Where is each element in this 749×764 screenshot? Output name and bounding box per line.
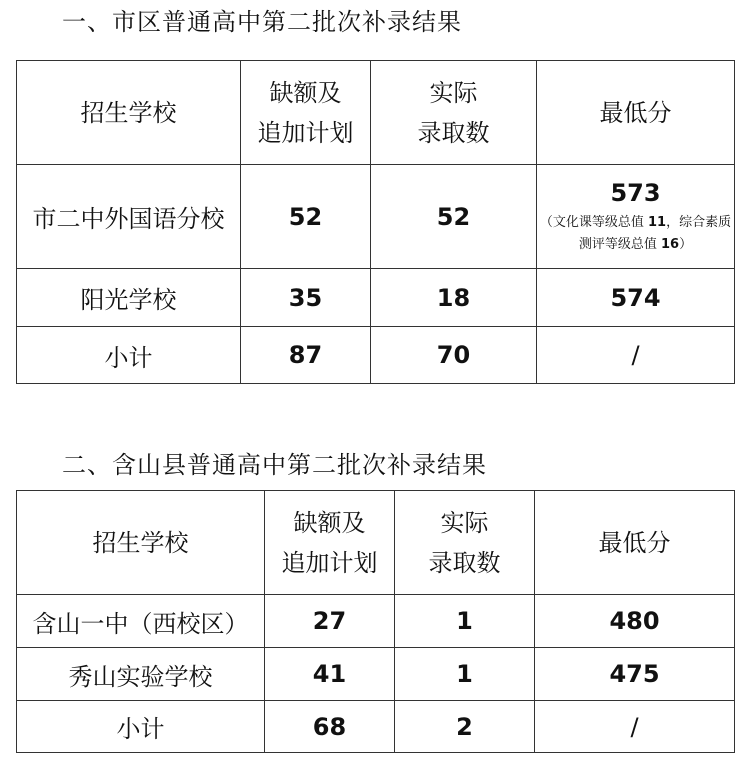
school-name: 市二中外国语分校 — [17, 165, 241, 269]
header-actual-line1: 实际 — [429, 78, 478, 107]
header-actual-line1: 实际 — [440, 508, 489, 537]
actual-value: 2 — [395, 701, 535, 753]
subtotal-row — [17, 327, 735, 384]
note-value-culture: 11 — [648, 214, 667, 230]
header-actual-line2: 录取数 — [417, 118, 490, 147]
header-actual-line2: 录取数 — [428, 548, 501, 577]
header-quota-line1: 缺额及 — [269, 78, 342, 107]
actual-value: 52 — [371, 165, 537, 269]
school-name: 阳光学校 — [17, 269, 241, 327]
score-note — [537, 212, 734, 256]
actual-value: 1 — [395, 648, 535, 701]
quota-value: 68 — [265, 701, 395, 753]
header-quota-line2: 追加计划 — [281, 548, 378, 577]
min-score: / — [535, 701, 735, 753]
actual-value: 70 — [371, 327, 537, 384]
table-header-row — [17, 61, 735, 165]
header-quota-line1: 缺额及 — [293, 508, 366, 537]
note-mid: ，综合素质测评等级总值 — [578, 214, 732, 252]
quota-value: 41 — [265, 648, 395, 701]
section2-table — [16, 490, 735, 753]
header-quota — [241, 61, 371, 165]
table-row — [17, 269, 735, 327]
subtotal-label: 小计 — [17, 701, 265, 753]
table-header-row — [17, 491, 735, 595]
subtotal-row — [17, 701, 735, 753]
section1-title: 一、市区普通高中第二批次补录结果 — [62, 8, 462, 36]
quota-value: 52 — [241, 165, 371, 269]
table-row — [17, 648, 735, 701]
quota-value: 35 — [241, 269, 371, 327]
actual-value: 18 — [371, 269, 537, 327]
min-score: 475 — [535, 648, 735, 701]
min-score: 573 — [610, 178, 661, 207]
header-quota — [265, 491, 395, 595]
section2-title: 二、含山县普通高中第二批次补录结果 — [62, 451, 487, 479]
header-school: 招生学校 — [17, 491, 265, 595]
actual-value: 1 — [395, 595, 535, 648]
header-min: 最低分 — [537, 61, 735, 165]
min-score: / — [537, 327, 735, 384]
table-row — [17, 595, 735, 648]
section1-table — [16, 60, 735, 384]
header-actual — [371, 61, 537, 165]
min-score: 480 — [535, 595, 735, 648]
header-quota-line2: 追加计划 — [257, 118, 354, 147]
table-row — [17, 165, 735, 269]
quota-value: 87 — [241, 327, 371, 384]
school-name: 含山一中（西校区） — [17, 595, 265, 648]
note-suffix: ） — [679, 236, 693, 252]
school-name: 秀山实验学校 — [17, 648, 265, 701]
subtotal-label: 小计 — [17, 327, 241, 384]
header-school: 招生学校 — [17, 61, 241, 165]
min-score-cell — [537, 165, 735, 269]
note-prefix: （文化课等级总值 — [539, 214, 649, 230]
header-actual — [395, 491, 535, 595]
note-value-quality: 16 — [661, 236, 680, 252]
min-score: 574 — [537, 269, 735, 327]
quota-value: 27 — [265, 595, 395, 648]
header-min: 最低分 — [535, 491, 735, 595]
